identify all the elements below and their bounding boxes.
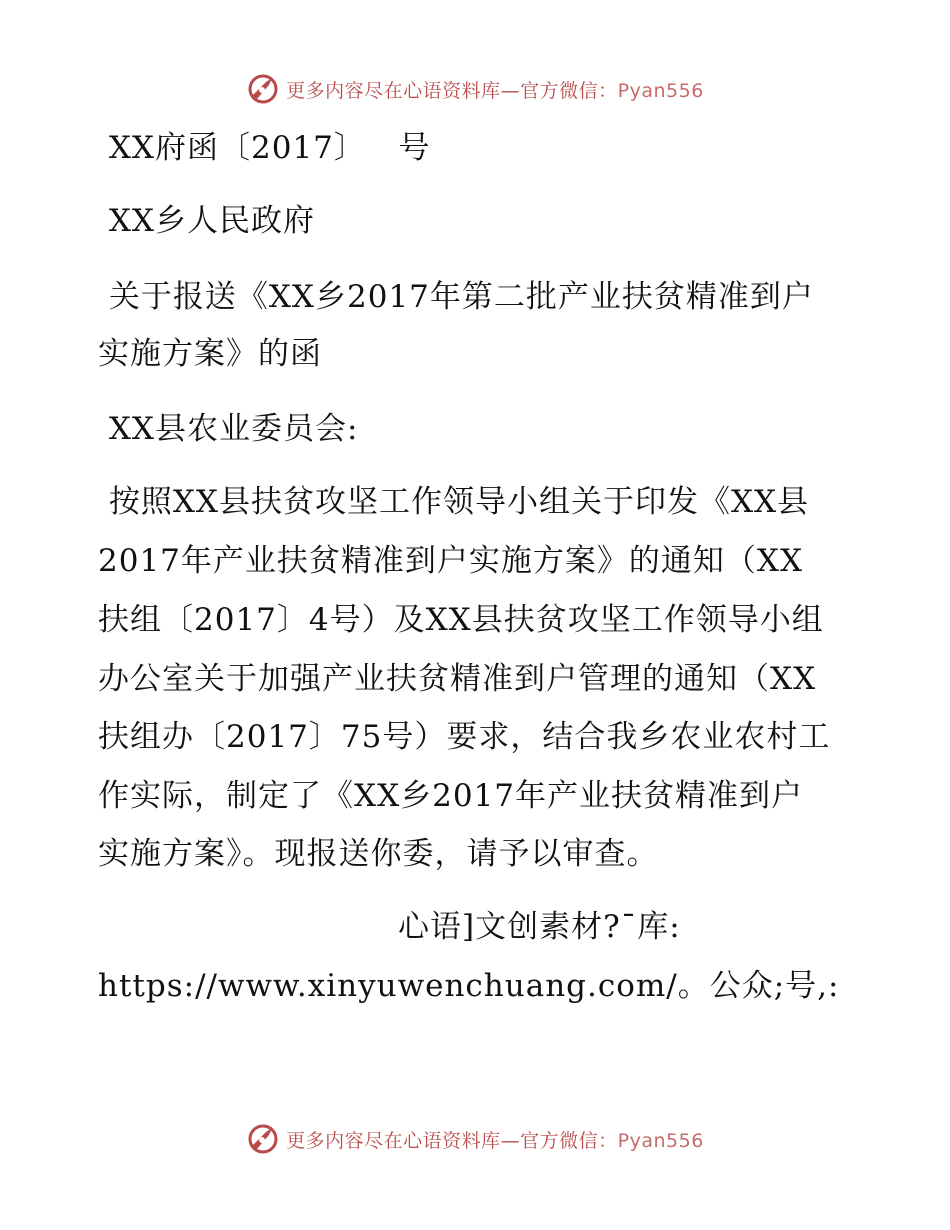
- brand-logo-icon: [246, 1122, 280, 1156]
- watermark-text: 更多内容尽在心语资料库—官方微信：Pyan556: [286, 79, 704, 102]
- watermark-footer: [0, 1122, 950, 1156]
- footer-line-1: 心语]文创素材?¯库:: [398, 909, 681, 945]
- body-line: 办公室关于加强产业扶贫精准到户管理的通知（XX: [98, 661, 817, 697]
- title-line-2: 实施方案》的函: [98, 336, 322, 372]
- body-line: 2017年产业扶贫精准到户实施方案》的通知（XX: [98, 543, 804, 579]
- body-line: 实施方案》。现报送你委，请予以审查。: [98, 836, 659, 872]
- title-line-1: 关于报送《XX乡2017年第二批产业扶贫精准到户: [98, 279, 814, 315]
- watermark-header: [0, 72, 950, 106]
- body-line: 扶组〔2017〕4号）及XX县扶贫攻坚工作领导小组: [98, 602, 824, 638]
- sender-line: XX乡人民政府: [98, 203, 315, 239]
- watermark-wechat-id: Pyan556: [617, 79, 704, 102]
- body-line: 扶组办〔2017〕75号）要求，结合我乡农业农村工: [98, 719, 831, 755]
- body-line: 作实际，制定了《XX乡2017年产业扶贫精准到户: [98, 778, 804, 814]
- document-number: XX府函〔2017〕 号: [98, 130, 431, 166]
- footer-url-line: https://www.xinyuwenchuang.com/。公众;号,:: [98, 968, 840, 1004]
- body-line: 按照XX县扶贫攻坚工作领导小组关于印发《XX县: [98, 484, 810, 520]
- watermark-wechat-id: Pyan556: [617, 1129, 704, 1152]
- brand-logo-icon: [246, 72, 280, 106]
- addressee-line: XX县农业委员会:: [98, 411, 359, 447]
- watermark-text: 更多内容尽在心语资料库—官方微信：Pyan556: [286, 1129, 704, 1152]
